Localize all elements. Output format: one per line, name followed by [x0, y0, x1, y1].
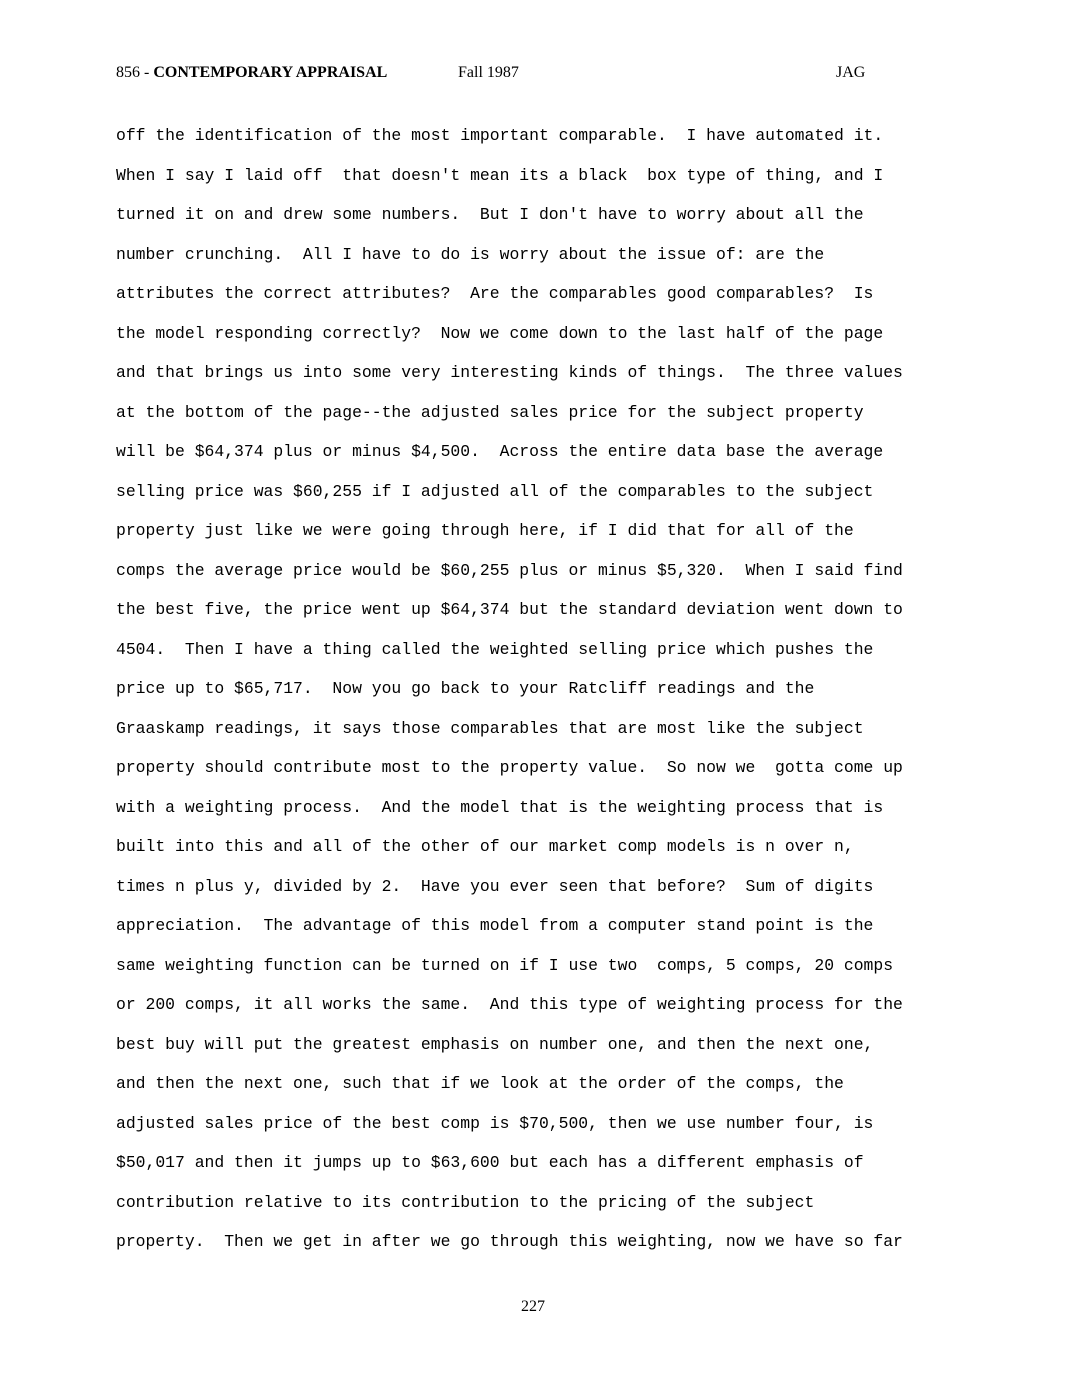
text-line: adjusted sales price of the best comp is $70,500, then we use number four, is: [116, 1113, 874, 1133]
text-line: selling price was $60,255 if I adjusted all of the comparables to the subject: [116, 481, 874, 501]
text-line: contribution relative to its contribution to the pricing of the subject: [116, 1192, 815, 1212]
text-line: and that brings us into some very interesting kinds of things. The three values: [116, 363, 903, 382]
page-number: 227: [521, 1298, 545, 1315]
text-line: times n plus y, divided by 2. Have you ever seen that before? Sum of digits: [116, 876, 874, 896]
text-line: with a weighting process. And the model that is the weighting process that is: [116, 797, 884, 817]
text-line: and then the next one, such that if we look at the order of the comps, the: [116, 1074, 844, 1093]
text-line: $50,017 and then it jumps up to $63,600 but each has a different emphasis of: [116, 1153, 864, 1172]
text-line: price up to $65,717. Now you go back to your Ratcliff readings and the: [116, 679, 815, 698]
course-heading: [116, 62, 387, 84]
text-line: property just like we were going through here, if I did that for all of the: [116, 521, 854, 540]
text-line: the best five, the price went up $64,374 but the standard deviation went down to: [116, 600, 903, 619]
text-line: When I say I laid off that doesn't mean its a black box type of thing, and I: [116, 165, 884, 185]
text-line: turned it on and drew some numbers. But I don't have to worry about all the: [116, 205, 864, 224]
text-line: or 200 comps, it all works the same. And this type of weighting process for the: [116, 995, 903, 1014]
text-line: number crunching. All I have to do is worry about the issue of: are the: [116, 244, 825, 264]
text-line: 4504. Then I have a thing called the weighted selling price which pushes the: [116, 639, 874, 659]
text-line: at the bottom of the page--the adjusted sales price for the subject property: [116, 402, 864, 422]
text-line: property. Then we get in after we go through this weighting, now we have so far: [116, 1232, 903, 1251]
transcript-body: [116, 116, 976, 1262]
text-line: the model responding correctly? Now we come down to the last half of the page: [116, 323, 884, 343]
text-line: off the identification of the most important comparable. I have automated it.: [116, 126, 884, 145]
page-header: [116, 62, 956, 84]
author-initials: JAG: [836, 64, 866, 81]
text-line: appreciation. The advantage of this model from a computer stand point is the: [116, 916, 874, 935]
text-line: will be $64,374 plus or minus $4,500. Across the entire data base the average: [116, 442, 884, 461]
text-line: best buy will put the greatest emphasis on number one, and then the next one,: [116, 1034, 874, 1054]
course-number: 856 -: [116, 64, 154, 81]
term-label: Fall 1987: [458, 64, 519, 81]
text-line: same weighting function can be turned on if I use two comps, 5 comps, 20 comps: [116, 955, 894, 975]
text-line: comps the average price would be $60,255 plus or minus $5,320. When I said find: [116, 560, 903, 580]
text-line: Graaskamp readings, it says those comparables that are most like the subject: [116, 718, 864, 738]
course-title: CONTEMPORARY APPRAISAL: [153, 64, 388, 81]
text-line: built into this and all of the other of our market comp models is n over n,: [116, 837, 854, 856]
text-line: property should contribute most to the property value. So now we gotta come up: [116, 758, 903, 777]
text-line: attributes the correct attributes? Are the comparables good comparables? Is: [116, 284, 874, 303]
